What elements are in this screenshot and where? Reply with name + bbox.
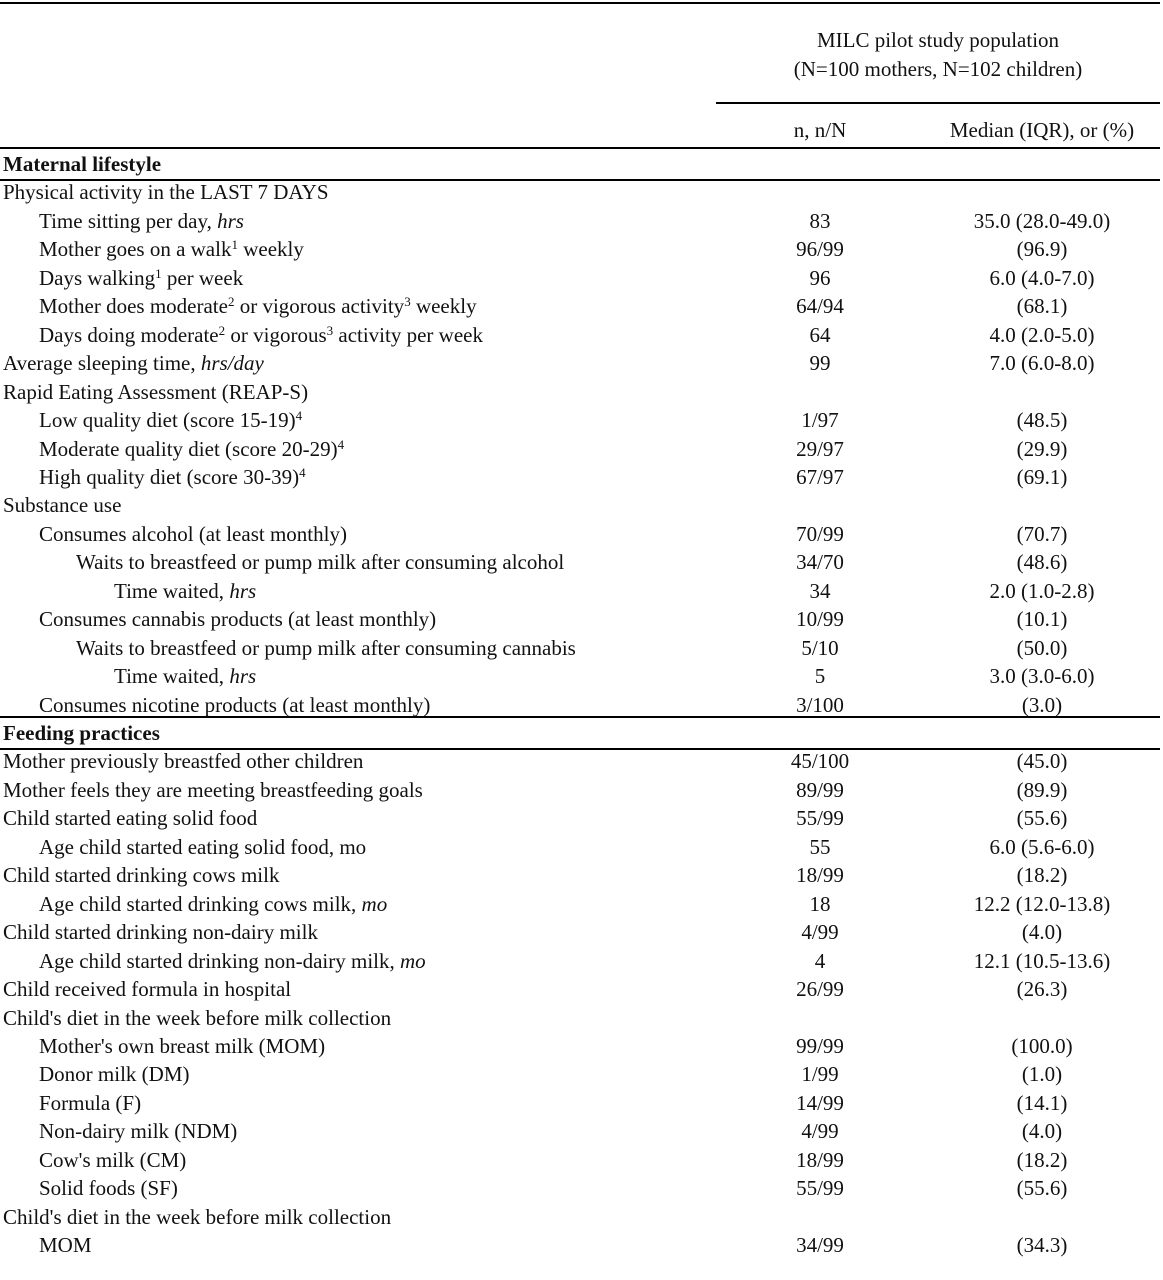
- row-label: Mother does moderate$^2$ or vigorous activity$^3$ weekly: [39, 294, 477, 319]
- row-n-value: 5: [814, 664, 826, 689]
- row-n-value: 99/99: [796, 1033, 844, 1058]
- row-label: Moderate quality diet (score 20-29)$^4$: [39, 436, 345, 461]
- row-label: Child's diet in the week before milk collection: [3, 1204, 392, 1229]
- table-row: [0, 605, 1160, 633]
- row-n-value: 18: [809, 891, 831, 916]
- row-n-value: 55/99: [796, 806, 844, 831]
- row-label: Consumes nicotine products (at least monthly): [39, 692, 431, 717]
- table-row: [0, 833, 1160, 861]
- table-row: [0, 691, 1160, 719]
- row-median-value: (14.1): [1016, 1090, 1068, 1115]
- table-row: [0, 947, 1160, 975]
- row-median-value: 6.0 (5.6-6.0): [989, 834, 1095, 859]
- column-header-n: n, n/N: [793, 118, 847, 142]
- row-median-value: (18.2): [1016, 863, 1068, 888]
- row-label: Mother previously breastfed other children: [3, 749, 364, 774]
- table-row: [0, 548, 1160, 576]
- row-median-value: 12.2 (12.0-13.8): [973, 891, 1111, 916]
- table-row: [0, 975, 1160, 1003]
- row-median-value: (3.0): [1021, 692, 1063, 717]
- table-row: [0, 292, 1160, 320]
- table-row: [0, 577, 1160, 605]
- row-label: Solid foods (SF): [39, 1176, 178, 1201]
- row-label: Mother feels they are meeting breastfeeding goals: [3, 777, 423, 802]
- row-label: Waits to breastfeed or pump milk after consuming cannabis: [76, 635, 576, 660]
- row-median-value: (1.0): [1021, 1062, 1063, 1087]
- row-median-value: (50.0): [1016, 635, 1068, 660]
- row-label: Age child started drinking non-dairy milk, mo: [39, 948, 426, 973]
- row-label: Non-dairy milk (NDM): [39, 1119, 238, 1144]
- row-label: Donor milk (DM): [39, 1062, 190, 1087]
- row-median-value: (10.1): [1016, 607, 1068, 632]
- row-n-value: 34: [809, 578, 831, 603]
- table-row: [0, 178, 1160, 206]
- row-n-value: 64/94: [796, 294, 844, 319]
- row-n-value: 4: [814, 948, 826, 973]
- row-label: Consumes cannabis products (at least monthly): [39, 607, 437, 632]
- row-n-value: 14/99: [796, 1090, 844, 1115]
- row-label: Low quality diet (score 15-19)$^4$: [39, 408, 303, 433]
- header-title-line1: MILC pilot study population: [816, 28, 1060, 52]
- row-n-value: 55: [809, 834, 831, 859]
- row-median-value: 7.0 (6.0-8.0): [989, 351, 1095, 376]
- table-row: [0, 520, 1160, 548]
- row-label: Child received formula in hospital: [3, 977, 292, 1002]
- row-n-value: 26/99: [796, 977, 844, 1002]
- row-label: Days doing moderate$^2$ or vigorous$^3$ activity per week: [39, 322, 483, 347]
- section-header-row: [0, 719, 1160, 747]
- row-median-value: (68.1): [1016, 294, 1068, 319]
- row-label: Child started eating solid food: [3, 806, 258, 831]
- table-row: [0, 1203, 1160, 1231]
- table-row: [0, 1231, 1160, 1259]
- row-median-value: 6.0 (4.0-7.0): [989, 265, 1095, 290]
- row-n-value: 99: [809, 351, 831, 376]
- row-n-value: 34/70: [796, 550, 844, 575]
- row-median-value: (4.0): [1021, 920, 1063, 945]
- section-header-row: [0, 150, 1160, 178]
- row-n-value: 18/99: [796, 1147, 844, 1172]
- table-row: [0, 776, 1160, 804]
- row-label: Mother's own breast milk (MOM): [39, 1033, 326, 1058]
- row-label: High quality diet (score 30-39)$^4$: [39, 464, 306, 489]
- row-n-value: 67/97: [796, 464, 844, 489]
- row-n-value: 55/99: [796, 1176, 844, 1201]
- column-header-median: Median (IQR), or (%): [949, 118, 1135, 142]
- table-row: [0, 378, 1160, 406]
- row-median-value: (4.0): [1021, 1119, 1063, 1144]
- table-row: [0, 1174, 1160, 1202]
- row-label: Time waited, hrs: [114, 578, 257, 603]
- row-label: Child started drinking non-dairy milk: [3, 920, 318, 945]
- row-n-value: 45/100: [790, 749, 850, 774]
- row-n-value: 4/99: [801, 920, 839, 945]
- table-row: [0, 463, 1160, 491]
- row-n-value: 1/97: [801, 408, 839, 433]
- header-title-line2: (N=100 mothers, N=102 children): [793, 57, 1083, 81]
- table-header-title: [716, 26, 1160, 84]
- table-row: [0, 1146, 1160, 1174]
- table-row: [0, 264, 1160, 292]
- row-n-value: 18/99: [796, 863, 844, 888]
- table-row: [0, 918, 1160, 946]
- row-n-value: 5/10: [801, 635, 839, 660]
- row-label: Formula (F): [39, 1090, 142, 1115]
- row-median-value: (48.5): [1016, 408, 1068, 433]
- section-rule: [0, 716, 1160, 718]
- row-label: MOM: [39, 1233, 92, 1258]
- table-row: [0, 634, 1160, 662]
- row-label: Maternal lifestyle: [3, 152, 162, 176]
- table-row: [0, 321, 1160, 349]
- table-row: [0, 435, 1160, 463]
- row-median-value: (89.9): [1016, 777, 1068, 802]
- row-label: Time sitting per day, hrs: [39, 208, 244, 233]
- row-n-value: 10/99: [796, 607, 844, 632]
- row-label: Rapid Eating Assessment (REAP-S): [3, 379, 309, 404]
- row-median-value: 2.0 (1.0-2.8): [989, 578, 1095, 603]
- row-label: Consumes alcohol (at least monthly): [39, 521, 347, 546]
- row-median-value: (96.9): [1016, 237, 1068, 262]
- row-n-value: 70/99: [796, 521, 844, 546]
- table-row: [0, 235, 1160, 263]
- row-n-value: 3/100: [796, 692, 844, 717]
- row-median-value: (48.6): [1016, 550, 1068, 575]
- table-row: [0, 1089, 1160, 1117]
- row-median-value: (26.3): [1016, 977, 1068, 1002]
- row-median-value: (55.6): [1016, 806, 1068, 831]
- table-row: [0, 349, 1160, 377]
- table-row: [0, 491, 1160, 519]
- row-median-value: 35.0 (28.0-49.0): [973, 208, 1111, 233]
- row-n-value: 96/99: [796, 237, 844, 262]
- table-row: [0, 861, 1160, 889]
- row-median-value: 4.0 (2.0-5.0): [989, 322, 1095, 347]
- table-row: [0, 406, 1160, 434]
- row-median-value: (69.1): [1016, 464, 1068, 489]
- row-median-value: (100.0): [1011, 1033, 1073, 1058]
- row-median-value: 12.1 (10.5-13.6): [973, 948, 1111, 973]
- table-row: [0, 207, 1160, 235]
- row-median-value: (29.9): [1016, 436, 1068, 461]
- row-label: Waits to breastfeed or pump milk after consuming alcohol: [76, 550, 565, 575]
- row-median-value: 3.0 (3.0-6.0): [989, 664, 1095, 689]
- row-n-value: 34/99: [796, 1233, 844, 1258]
- header-divider: [716, 102, 1160, 104]
- row-label: Age child started eating solid food, mo: [39, 834, 367, 859]
- table-row: [0, 1060, 1160, 1088]
- row-n-value: 83: [809, 208, 831, 233]
- row-label: Days walking$^1$ per week: [39, 265, 244, 290]
- row-n-value: 64: [809, 322, 831, 347]
- row-label: Average sleeping time, hrs/day: [3, 351, 264, 376]
- table-row: [0, 1117, 1160, 1145]
- row-label: Child's diet in the week before milk collection: [3, 1005, 392, 1030]
- table-row: [0, 1004, 1160, 1032]
- row-median-value: (70.7): [1016, 521, 1068, 546]
- row-median-value: (34.3): [1016, 1233, 1068, 1258]
- row-label: Time waited, hrs: [114, 664, 257, 689]
- row-label: Cow's milk (CM): [39, 1147, 187, 1172]
- table-row: [0, 662, 1160, 690]
- row-label: Physical activity in the LAST 7 DAYS: [3, 180, 329, 205]
- row-median-value: (45.0): [1016, 749, 1068, 774]
- row-label: Age child started drinking cows milk, mo: [39, 891, 388, 916]
- row-label: Substance use: [3, 493, 122, 518]
- table-row: [0, 804, 1160, 832]
- row-median-value: (18.2): [1016, 1147, 1068, 1172]
- header-bottom-rule: [0, 147, 1160, 149]
- table-row: [0, 1032, 1160, 1060]
- row-n-value: 4/99: [801, 1119, 839, 1144]
- row-median-value: (55.6): [1016, 1176, 1068, 1201]
- table-row: [0, 890, 1160, 918]
- row-n-value: 29/97: [796, 436, 844, 461]
- row-n-value: 89/99: [796, 777, 844, 802]
- table-row: [0, 747, 1160, 775]
- row-label: Mother goes on a walk$^1$ weekly: [39, 237, 304, 262]
- row-n-value: 96: [809, 265, 831, 290]
- row-label: Feeding practices: [3, 721, 160, 745]
- row-label: Child started drinking cows milk: [3, 863, 280, 888]
- row-n-value: 1/99: [801, 1062, 839, 1087]
- table-top-rule: [0, 2, 1160, 4]
